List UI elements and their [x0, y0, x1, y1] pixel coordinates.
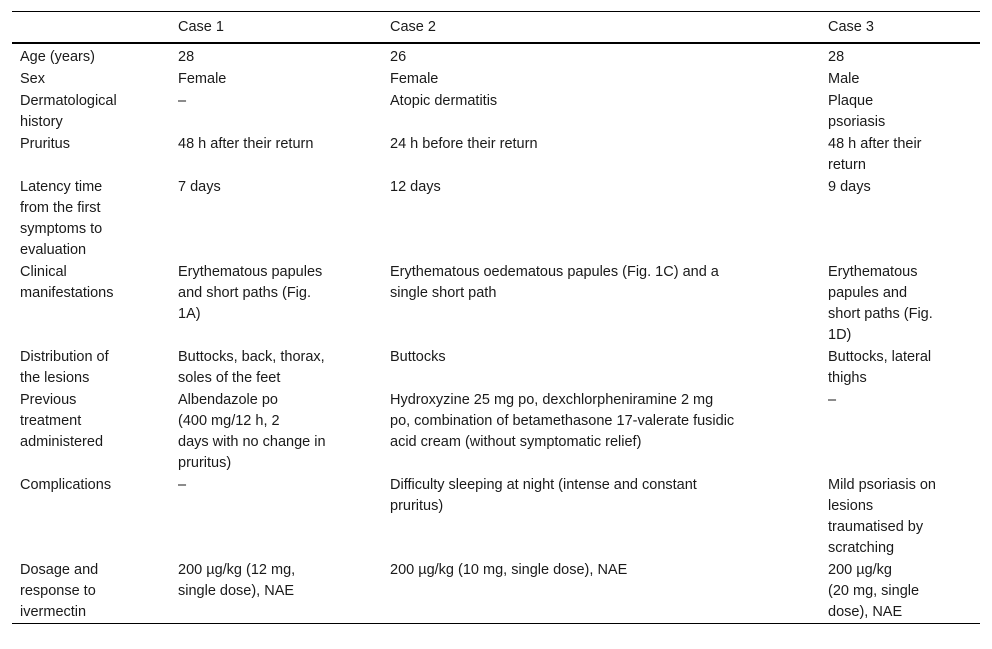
case-1-cell: Buttocks, back, thorax, soles of the feet [178, 349, 325, 386]
case-1-cell: – [178, 477, 187, 493]
row-label: Age (years) [20, 49, 95, 65]
case-3-cell: 9 days [828, 179, 871, 195]
case-2-cell: Buttocks [390, 349, 446, 365]
case-1-cell: Albendazole po (400 mg/12 h, 2 days with no change in pruritus) [178, 392, 326, 471]
row-distribution-of-lesions [12, 346, 980, 389]
case-3-cell: – [828, 392, 837, 408]
row-previous-treatment [12, 389, 980, 474]
row-sex [12, 68, 980, 90]
case-2-cell: Hydroxyzine 25 mg po, dexchlorpheniramine 2 mg po, combination of betamethasone 17-valerate fusidic acid cream (without symptomatic relief) [390, 392, 735, 450]
row-label: Latency time from the first symptoms to evaluation [20, 179, 103, 258]
row-label: Previous treatment administered [20, 392, 104, 450]
case-1-cell: 7 days [178, 179, 221, 195]
case-3-cell: 28 [828, 49, 845, 65]
header-cell-case-1: Case 1 [178, 19, 224, 35]
row-age [12, 43, 980, 68]
case-1-cell: Erythematous papules and short paths (Fig. 1A) [178, 264, 323, 322]
case-2-cell: 24 h before their return [390, 136, 538, 152]
case-comparison-table [12, 11, 980, 624]
case-3-cell: 48 h after their return [828, 136, 922, 173]
row-label: Distribution of the lesions [20, 349, 109, 386]
case-1-cell: 48 h after their return [178, 136, 314, 152]
row-dosage-and-response [12, 559, 980, 624]
table-header [12, 12, 980, 44]
case-2-cell: Erythematous oedematous papules (Fig. 1C) and a single short path [390, 264, 719, 301]
case-3-cell: Buttocks, lateral thighs [828, 349, 932, 386]
case-1-cell: – [178, 93, 187, 109]
case-3-cell: Male [828, 71, 860, 87]
row-clinical-manifestations [12, 261, 980, 346]
case-2-cell: Female [390, 71, 439, 87]
case-3-cell: 200 µg/kg (20 mg, single dose), NAE [828, 562, 920, 620]
row-label: Dermatological history [20, 93, 117, 130]
header-cell-case-3: Case 3 [828, 19, 874, 35]
case-2-cell: 200 µg/kg (10 mg, single dose), NAE [390, 562, 628, 578]
table-body [12, 43, 980, 624]
header-cell-empty [12, 12, 170, 44]
case-comparison-table-container [12, 11, 980, 624]
row-label: Complications [20, 477, 112, 493]
row-label: Sex [20, 71, 45, 87]
header-row [12, 12, 980, 44]
case-1-cell: Female [178, 71, 227, 87]
row-dermatological-history [12, 90, 980, 133]
header-cell-case-2: Case 2 [390, 19, 436, 35]
row-label: Pruritus [20, 136, 70, 152]
case-2-cell: 12 days [390, 179, 441, 195]
case-3-cell: Plaque psoriasis [828, 93, 886, 130]
case-1-cell: 28 [178, 49, 195, 65]
case-1-cell: 200 µg/kg (12 mg, single dose), NAE [178, 562, 296, 599]
row-label: Clinical manifestations [20, 264, 114, 301]
case-2-cell: 26 [390, 49, 407, 65]
row-label: Dosage and response to ivermectin [20, 562, 99, 620]
case-2-cell: Atopic dermatitis [390, 93, 498, 109]
case-3-cell: Mild psoriasis on lesions traumatised by scratching [828, 477, 936, 556]
row-pruritus [12, 133, 980, 176]
case-3-cell: Erythematous papules and short paths (Fig. 1D) [828, 264, 933, 343]
case-2-cell: Difficulty sleeping at night (intense and constant pruritus) [390, 477, 697, 514]
row-complications [12, 474, 980, 559]
row-latency-time [12, 176, 980, 261]
